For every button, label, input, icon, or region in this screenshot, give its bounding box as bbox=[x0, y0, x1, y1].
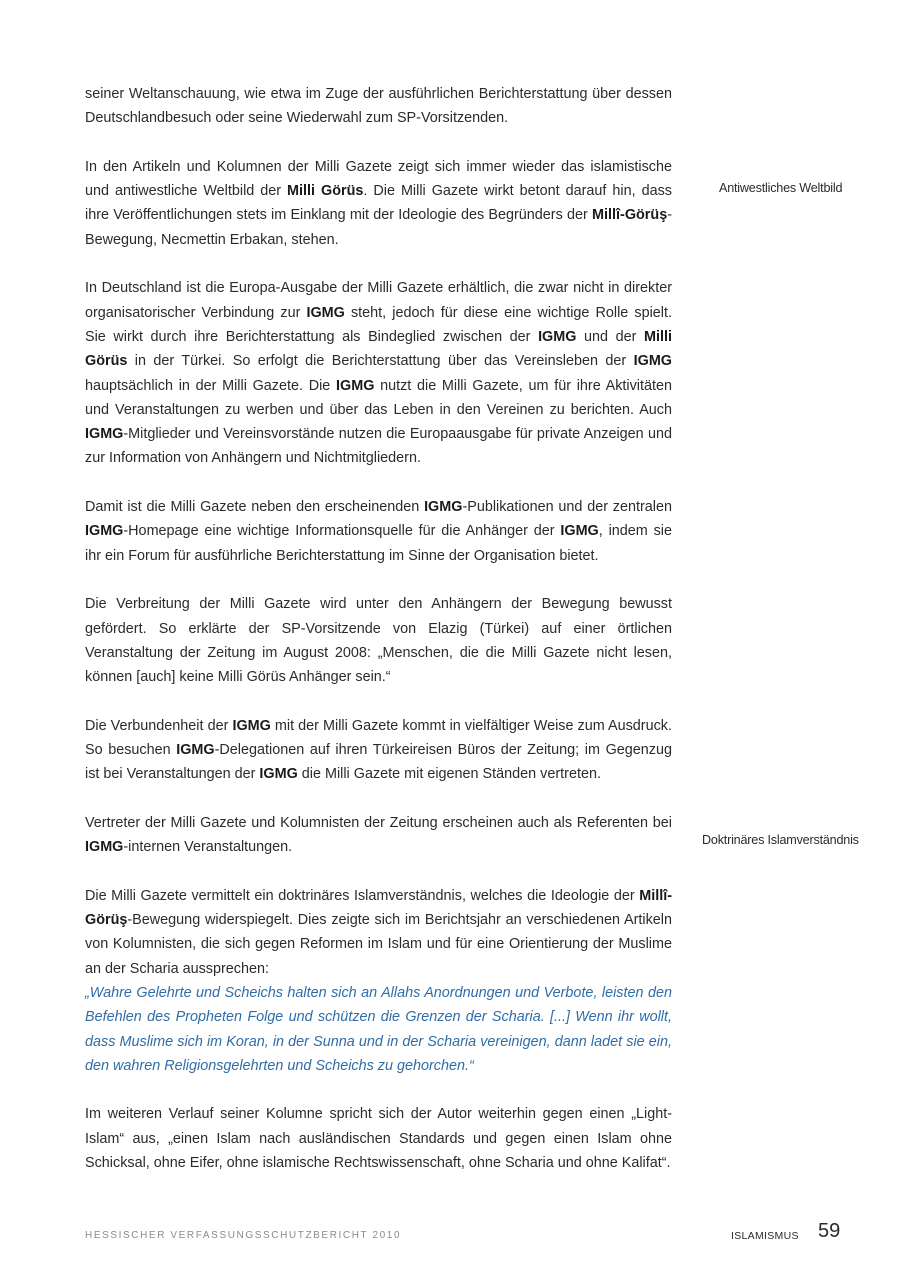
bold-term: IGMG bbox=[560, 523, 599, 540]
text-run: -Publikationen und der zentralen bbox=[462, 499, 672, 516]
text-run: Die Milli Gazete vermittelt ein doktrinäres Islamverständnis, welches die Ideologie der bbox=[85, 887, 640, 904]
text-run: nutzt die Milli Gazete, um für ihre Aktivitäten und Veranstaltungen zu werben und über das Leben in den Vereinen zu berichten. Auch bbox=[85, 377, 672, 418]
text-run: „Wahre Gelehrte und Scheichs halten sich an Allahs Anordnungen und Verbote, leisten den Befehlen des Propheten Folge und schützen die Grenzen der Scharia. [...] Wenn ihr wollt, dass Muslime sich im Koran, in der Sunna und in der Scharia vereinigen, dann ladet sie ein, den wahren Religionsgelehrten und Scheichs zu gehorchen.“ bbox=[85, 984, 672, 1074]
paragraph-antiwestliches-weltbild bbox=[85, 155, 672, 252]
bold-term: IGMG bbox=[85, 839, 124, 856]
paragraph-verbundenheit bbox=[85, 714, 672, 787]
paragraph-weltanschauung bbox=[85, 82, 672, 131]
main-text-column bbox=[85, 82, 672, 1200]
text-run: seiner Weltanschauung, wie etwa im Zuge der ausführlichen Berichterstattung über dessen Deutschlandbesuch oder seine Wiederwahl zum SP-Vorsitzenden. bbox=[85, 86, 672, 127]
text-run: mit der Milli Gazete kommt in vielfältiger Weise zum Ausdruck. So besuchen bbox=[85, 717, 672, 759]
bold-term: Millî-Görüş bbox=[85, 887, 672, 929]
bold-term: IGMG bbox=[336, 377, 375, 394]
paragraph-verbreitung bbox=[85, 592, 672, 689]
page-number: 59 bbox=[818, 1220, 841, 1242]
bold-term: Milli Görüs bbox=[287, 183, 364, 200]
bold-term: IGMG bbox=[176, 742, 215, 759]
block-quote bbox=[85, 981, 672, 1078]
text-run: Im weiteren Verlauf seiner Kolumne spricht sich der Autor weiterhin gegen einen „Light-Islam“ aus, „einen Islam nach ausländischen Standards und gegen einen Islam ohne Schicksal, ohne Eifer, ohne islamische Rechtswissenschaft, ohne Scharia und ohne Kalifat“. bbox=[85, 1106, 672, 1172]
text-run: . Die Milli Gazete wirkt betont darauf hin, dass ihre Veröffentlichungen stets im Einklang mit der Ideologie des Begründers der bbox=[85, 183, 672, 224]
bold-term: Millî-Görüş bbox=[592, 207, 668, 224]
text-run: In Deutschland ist die Europa-Ausgabe der Milli Gazete erhältlich, die zwar nicht in direkter organisatorischer Verbindung zur bbox=[85, 280, 672, 321]
text-run: Damit ist die Milli Gazete neben den erscheinenden bbox=[85, 499, 425, 516]
paragraph-light-islam bbox=[85, 1102, 672, 1175]
paragraph-doktrinaeres-islamverstaendnis bbox=[85, 884, 672, 981]
text-run: -Mitglieder und Vereinsvorstände nutzen die Europaausgabe für private Anzeigen und zur Information von Anhängern und Nichtmitgliedern. bbox=[85, 426, 672, 467]
text-run: -Bewegung, Necmettin Erbakan, stehen. bbox=[85, 207, 672, 248]
text-run: Vertreter der Milli Gazete und Kolumnisten der Zeitung erscheinen auch als Referenten bei bbox=[85, 814, 672, 831]
text-run: Die Verbreitung der Milli Gazete wird unter den Anhängern der Bewegung bewusst gefördert. So erklärte der SP-Vorsitzende von Elazig (Türkei) auf einer örtlichen Veranstaltung der Zeitung im August 2008: „Menschen, die die Milli Gazete nicht lesen, können [auch] keine Milli Görüs Anhänger sein.“ bbox=[85, 596, 672, 686]
footer-section-label: ISLAMISMUS bbox=[731, 1230, 799, 1242]
text-run: die Milli Gazete mit eigenen Ständen vertreten. bbox=[297, 766, 601, 783]
paragraph-referenten bbox=[85, 811, 672, 860]
marginal-note-antiwestliches-weltbild: Antiwestliches Weltbild bbox=[719, 181, 843, 195]
text-run: Die Verbundenheit der bbox=[85, 717, 233, 734]
bold-term: IGMG bbox=[633, 353, 672, 370]
text-run: -internen Veranstaltungen. bbox=[123, 839, 293, 856]
text-run: , indem sie ihr ein Forum für ausführliche Berichterstattung im Sinne der Organisation bietet. bbox=[85, 523, 672, 564]
marginal-note-doktrinaeres-islamverstaendnis: Doktrinäres Islamverständnis bbox=[702, 833, 859, 847]
text-run: in der Türkei. So erfolgt die Berichterstattung über das Vereinsleben der bbox=[127, 353, 634, 370]
bold-term: IGMG bbox=[85, 426, 124, 443]
text-run: hauptsächlich in der Milli Gazete. Die bbox=[85, 377, 337, 394]
bold-term: IGMG bbox=[232, 717, 271, 734]
bold-term: Milli Görüs bbox=[85, 328, 672, 370]
paragraph-informationsquelle bbox=[85, 495, 672, 568]
bold-term: IGMG bbox=[306, 304, 345, 321]
footer-publication-title: HESSISCHER VERFASSUNGSSCHUTZBERICHT 2010 bbox=[85, 1230, 402, 1241]
text-run: In den Artikeln und Kolumnen der Milli Gazete zeigt sich immer wieder das islamistische und antiwestliche Weltbild der bbox=[85, 158, 672, 200]
text-run: -Delegationen auf ihren Türkeireisen Büros der Zeitung; im Gegenzug ist bei Veranstaltungen der bbox=[85, 742, 672, 783]
bold-term: IGMG bbox=[538, 328, 577, 345]
text-run: steht, jedoch für diese eine wichtige Rolle spielt. Sie wirkt durch ihre Berichterstattung als Bindeglied zwischen der bbox=[85, 304, 673, 345]
text-run: -Homepage eine wichtige Informationsquelle für die Anhänger der bbox=[123, 523, 561, 540]
bold-term: IGMG bbox=[424, 499, 463, 516]
bold-term: IGMG bbox=[259, 766, 298, 783]
text-run: und der bbox=[576, 328, 645, 345]
text-run: -Bewegung widerspiegelt. Dies zeigte sich im Berichtsjahr an verschiedenen Artikeln von Kolumnisten, die sich gegen Reformen im Islam und für eine Orientierung der Muslime an der Scharia aussprechen: bbox=[85, 912, 672, 977]
paragraph-europa-ausgabe bbox=[85, 276, 672, 470]
bold-term: IGMG bbox=[85, 523, 124, 540]
